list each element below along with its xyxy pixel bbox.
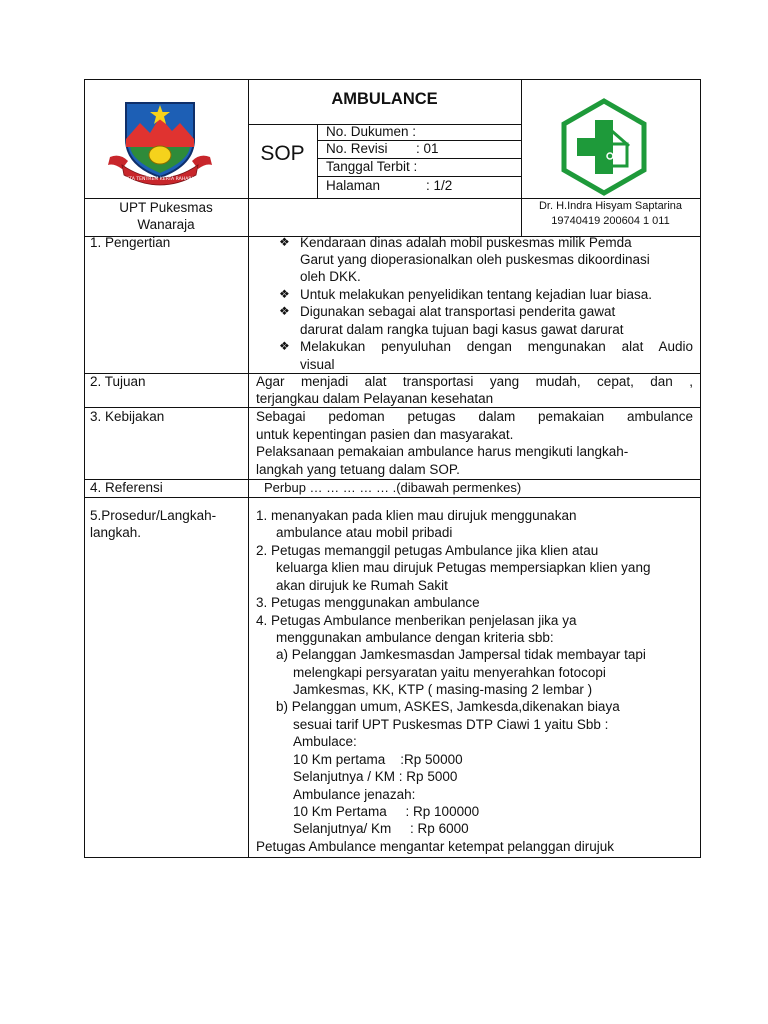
pengertian-line: Untuk melakukan penyelidikan tentang kejadian luar biasa. <box>300 287 652 302</box>
prosedur-line: sesuai tarif UPT Puskesmas DTP Ciawi 1 yaitu Sbb : <box>293 717 609 732</box>
kebijakan-line: langkah yang tetuang dalam SOP. <box>256 462 460 477</box>
prosedur-line: 10 Km Pertama : Rp 100000 <box>293 804 480 819</box>
signer-name: Dr. H.Indra Hisyam Saptarina <box>538 200 683 212</box>
prosedur-line: akan dirujuk ke Rumah Sakit <box>276 578 448 593</box>
halaman-value: : 1/2 <box>426 178 453 193</box>
kebijakan-line: Pelaksanaan pemakaian ambulance harus mengikuti langkah- <box>256 444 629 459</box>
section-prosedur-label-cont: langkah. <box>90 525 142 540</box>
org-name-line2: Wanaraja <box>137 217 195 232</box>
kebijakan-line: untuk kepentingan pasien dan masyarakat. <box>256 427 514 442</box>
emblem-motto-text: TATA TENTREM KERTA RAHARJA <box>124 177 196 182</box>
pengertian-line: Garut yang dioperasionalkan oleh puskesmas dikoordinasi <box>300 252 650 267</box>
pengertian-line: darurat dalam rangka tujuan bagi kasus gawat darurat <box>300 322 624 337</box>
prosedur-line: 10 Km pertama :Rp 50000 <box>293 752 463 767</box>
puskesmas-logo <box>559 98 649 196</box>
sop-label: SOP <box>260 142 305 165</box>
prosedur-line: 1. menanyakan pada klien mau dirujuk menggunakan <box>256 508 577 523</box>
prosedur-line: b) Pelanggan umum, ASKES, Jamkesda,dikenakan biaya <box>276 699 620 714</box>
referensi-text: Perbup … … … … … .(dibawah permenkes) <box>264 480 522 495</box>
kebijakan-line: Sebagai pedoman petugas dalam pemakaian ambulance <box>256 409 693 424</box>
no-revisi-label: No. Revisi <box>326 141 388 156</box>
prosedur-line: Jamkesmas, KK, KTP ( masing-masing 2 lembar ) <box>293 682 593 697</box>
prosedur-line: menggunakan ambulance dengan kriteria sbb: <box>276 630 554 645</box>
no-dokumen-field: No. Dukumen : <box>326 124 417 139</box>
pengertian-line: Digunakan sebagai alat transportasi penderita gawat <box>300 304 616 319</box>
no-revisi-value: : 01 <box>416 141 439 156</box>
prosedur-line: a) Pelanggan Jamkesmasdan Jampersal tidak membayar tapi <box>276 647 646 662</box>
prosedur-line: Selanjutnya/ Km : Rp 6000 <box>293 821 469 836</box>
prosedur-line: 3. Petugas menggunakan ambulance <box>256 595 480 610</box>
prosedur-line: Selanjutnya / KM : Rp 5000 <box>293 769 458 784</box>
section-tujuan-label: 2. Tujuan <box>90 374 146 389</box>
prosedur-line: Petugas Ambulance mengantar ketempat pelanggan dirujuk <box>256 839 614 854</box>
section-pengertian-label: 1. Pengertian <box>90 235 171 250</box>
prosedur-line: melengkapi persyaratan yaitu menyerahkan fotocopi <box>293 665 606 680</box>
pengertian-line: visual <box>300 357 335 372</box>
prosedur-line: ambulance atau mobil pribadi <box>276 525 453 540</box>
tanggal-terbit-field: Tanggal Terbit : <box>326 159 418 174</box>
org-name-line1: UPT Pukesmas <box>119 200 213 215</box>
signer-nip: 19740419 200604 1 011 <box>551 215 670 227</box>
document-title: AMBULANCE <box>331 90 438 108</box>
section-kebijakan-label: 3. Kebijakan <box>90 409 165 424</box>
bullet-diamond-icon: ❖ <box>279 339 290 353</box>
bullet-diamond-icon: ❖ <box>279 304 290 318</box>
prosedur-line: 2. Petugas memanggil petugas Ambulance jika klien atau <box>256 543 599 558</box>
halaman-label: Halaman <box>326 178 381 193</box>
bullet-diamond-icon: ❖ <box>279 235 290 249</box>
tujuan-line: Agar menjadi alat transportasi yang mudah, cepat, dan , <box>256 374 693 389</box>
section-referensi-label: 4. Referensi <box>90 480 163 495</box>
section-prosedur-label: 5.Prosedur/Langkah- <box>90 508 217 523</box>
garut-emblem-logo <box>106 95 214 187</box>
bullet-diamond-icon: ❖ <box>279 287 290 301</box>
tujuan-line: terjangkau dalam Pelayanan kesehatan <box>256 391 494 406</box>
pengertian-line: Melakukan penyuluhan dengan mengunakan alat Audio <box>300 339 693 354</box>
pengertian-line: Kendaraan dinas adalah mobil puskesmas milik Pemda <box>300 235 632 250</box>
prosedur-line: Ambulace: <box>293 734 357 749</box>
prosedur-line: 4. Petugas Ambulance menberikan penjelasan jika ya <box>256 613 577 628</box>
prosedur-line: keluarga klien mau dirujuk Petugas mempersiapkan klien yang <box>276 560 651 575</box>
pengertian-line: oleh DKK. <box>300 269 361 284</box>
prosedur-line: Ambulance jenazah: <box>293 787 416 802</box>
